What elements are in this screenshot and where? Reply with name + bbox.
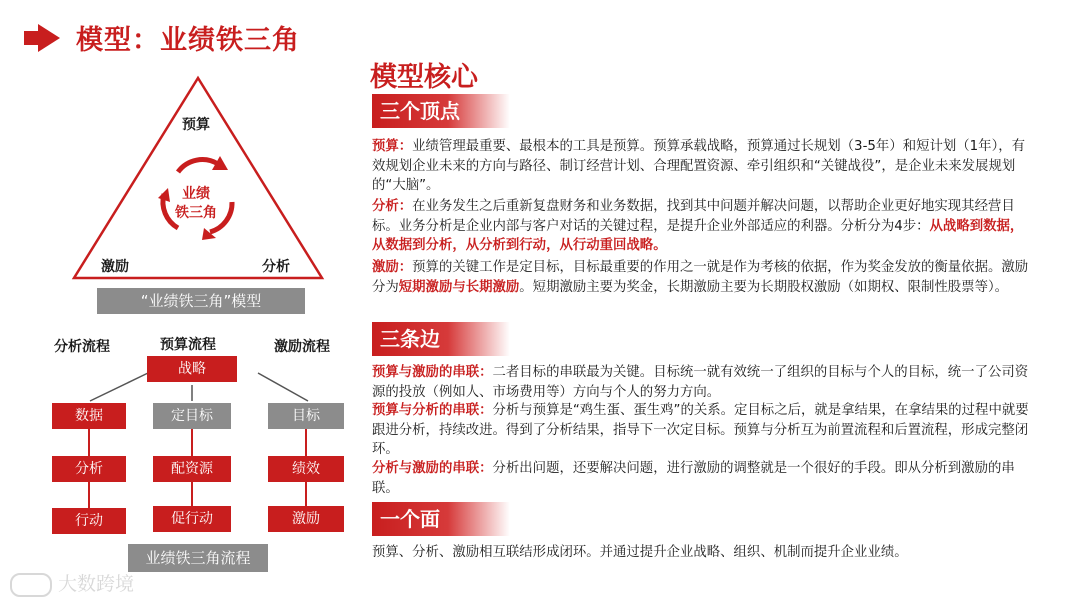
- triangle-diagram: [70, 72, 326, 284]
- paragraph-incentive-highlight: 短期激励与长期激励: [398, 279, 520, 295]
- flow-mid-line-2: [191, 482, 193, 506]
- edge1-text: 二者目标的串联最为关键。目标统一就有效统一了组织的目标与个人的目标，统一了公司资源的投放（例如人、市场费用等）方向与个人的努力方向。: [372, 365, 1029, 400]
- triangle-outline: [74, 78, 322, 278]
- flow-left-line-1: [88, 429, 90, 456]
- paragraph-edge-analysis-incentive: [372, 459, 1032, 498]
- paragraph-incentive-label: 激励：: [372, 260, 413, 275]
- flow-mid-box-2: 配资源: [153, 456, 231, 482]
- paragraph-analysis-label: 分析：: [372, 199, 413, 214]
- flow-mid-title: 预算流程: [160, 337, 216, 353]
- page-title: 模型：业绩铁三角: [76, 25, 300, 56]
- flow-right-box-3: 激励: [268, 506, 344, 532]
- title-arrow-icon: [38, 24, 60, 52]
- flow-right-line-2: [305, 482, 307, 506]
- paragraph-incentive: [372, 258, 1032, 297]
- edge2-text: 分析与预算是“鸡生蛋、蛋生鸡”的关系。定目标之后，就是拿结果，在拿结果的过程中就要跟进分析，持续改进。得到了分析结果，指导下一次定目标。预算与分析互为前置流程和后置流程，形成完整闭环。: [372, 403, 1029, 457]
- flow-mid-box-3: 促行动: [153, 506, 231, 532]
- watermark-logo-icon: [10, 573, 52, 597]
- flow-right-box-2: 绩效: [268, 456, 344, 482]
- paragraph-analysis-text: 在业务发生之后重新复盘财务和业务数据，找到其中问题并解决问题，以帮助企业更好地实现其经营目标。业务分析是企业内部与客户对话的关键过程，是提升企业外部适应的利器。分析分为4步：: [372, 199, 1015, 234]
- flow-left-line-2: [88, 482, 90, 508]
- paragraph-edge-budget-analysis: [372, 401, 1032, 460]
- core-title: 模型核心: [370, 62, 478, 93]
- triangle-caption: “业绩铁三角”模型: [97, 288, 305, 314]
- paragraph-incentive-text-b: 。短期激励主要为奖金，长期激励主要为长期股权激励（如期权、限制性股票等）。: [519, 279, 1009, 295]
- watermark: [10, 569, 134, 597]
- flow-left-title: 分析流程: [54, 339, 110, 355]
- triangle-center-line2: 铁三角: [175, 205, 217, 221]
- paragraph-analysis: [372, 197, 1032, 256]
- flow-right-box-1: 目标: [268, 403, 344, 429]
- triangle-top-label: 预算: [182, 117, 210, 133]
- paragraph-edge-budget-incentive: [372, 363, 1032, 402]
- edge2-label: 预算与分析的串联：: [372, 403, 493, 418]
- section-tag-edges: 三条边: [372, 322, 510, 356]
- triangle-center-line1: 业绩: [182, 186, 210, 202]
- edge3-text: 分析出问题，还要解决问题，进行激励的调整就是一个很好的手段。即从分析到激励的串联。: [372, 461, 1015, 496]
- flow-left-box-3: 行动: [52, 508, 126, 534]
- section-tag-vertices: 三个顶点: [372, 94, 510, 128]
- paragraph-incentive-text-a: 预算的关键工作是定目标，目标最重要的作用之一就是作为考核的依据，作为奖金发放的衡量依据。激励分为: [372, 260, 1029, 295]
- flow-left-box-1: 数据: [52, 403, 126, 429]
- section-tag-face: 一个面: [372, 502, 510, 536]
- edge1-label: 预算与激励的串联：: [372, 365, 493, 380]
- flow-left-box-2: 分析: [52, 456, 126, 482]
- flow-right-title: 激励流程: [274, 339, 330, 355]
- edge3-label: 分析与激励的串联：: [372, 461, 493, 476]
- flow-mid-box-1: 定目标: [153, 403, 231, 429]
- triangle-right-label: 分析: [262, 259, 290, 275]
- flow-strategy-box: 战略: [147, 356, 237, 382]
- paragraph-budget-text: 业绩管理最重要、最根本的工具是预算。预算承载战略，预算通过长规划（3-5年）和短计划（1年），有效规划企业未来的方向与路径、制订经营计划、合理配置资源、牵引组织和“关键战役”，是企业未来发展规划的“大脑”。: [372, 139, 1026, 193]
- watermark-text: 大数跨境: [58, 573, 135, 595]
- flow-right-line-1: [305, 429, 307, 456]
- paragraph-budget-label: 预算：: [372, 139, 413, 154]
- flow-mid-line-1: [191, 429, 193, 456]
- triangle-left-label: 激励: [101, 259, 129, 275]
- flow-caption: 业绩铁三角流程: [128, 544, 268, 572]
- paragraph-face: 预算、分析、激励相互联结形成闭环。并通过提升企业战略、组织、机制而提升企业业绩。: [372, 545, 908, 560]
- paragraph-budget: [372, 137, 1032, 196]
- paragraph-analysis-highlight: 从战略到数据，从数据到分析，从分析到行动，从行动重回战略。: [372, 218, 1024, 253]
